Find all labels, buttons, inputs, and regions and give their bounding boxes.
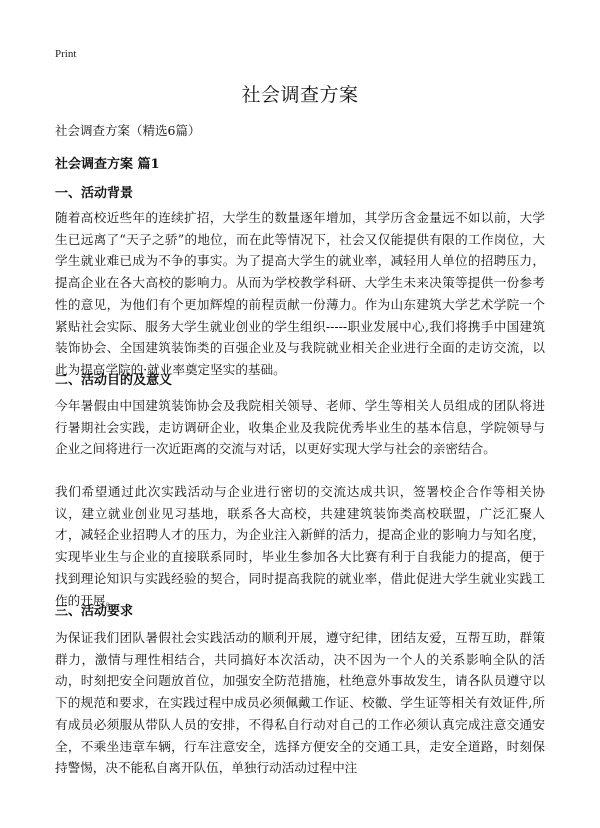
paragraph-requirements: 为保证我们团队暑假社会实践活动的顺利开展，遵守纪律，团结友爱，互帮互助，群策群力，激情与理性相结合，共同搞好本次活动，决不因为一个人的关系影响全队的活动，时刻把安全问题放首位，加强安全防范措施，杜绝意外事故发生，请各队员遵守以下的规范和要求，在实践过程中成员必须佩戴工作证、校徽、学生证等相关有效证件,所有成员必须服从带队人员的安排，不得私自行动对自己的工作必须认真完成注意交通安全，不乘坐违章车辆，行车注意安全，选择方便安全的交通工具，走安全道路，时刻保持警惕，决不能私自离开队伍，单独行动活动过程中注: [55, 630, 545, 776]
section-heading-requirements: 三、活动要求: [55, 604, 134, 619]
print-link[interactable]: Print: [55, 48, 77, 60]
paragraph-background: 随着高校近些年的连续扩招，大学生的数量逐年增加，其学历含金量远不如以前，大学生已远离了“天子之骄”的地位，而在此等情况下，社会又仅能提供有限的工作岗位，大学生就业难已成为不争的事实。为了提高大学生的就业率，减轻用人单位的招聘压力，提高企业在各大高校的影响力。从而为学校教学科研、大学生未来决策等提供一份参考性的意见，为他们有个更加辉煌的前程贡献一份薄力。作为山东建筑大学艺术学院一个紧贴社会实际、服务大学生就业创业的学生组织-----职业发展中心,我们将携手中国建筑装饰协会、全国建筑装饰类的百强企业及与我院就业相关企业进行全面的走访交流，以此为提高学院的·就业率奠定坚实的基础。: [55, 210, 545, 377]
document-subtitle: 社会调查方案（精选6篇）: [55, 123, 201, 138]
section-heading-background: 一、活动背景: [55, 186, 134, 201]
paragraph-purpose-2: 我们希望通过此次实践活动与企业进行密切的交流达成共识，签署校企合作等相关协议，建立就业创业见习基地，联系各大高校，共建建筑装饰类高校联盟，广泛汇聚人才，减轻企业招聘人才的压力，为企业注入新鲜的活力，提高企业的影响力与知名度，实现毕业生与企业的直接联系同时，毕业生参加各大比赛有利于自我能力的提高，便于找到理论知识与实践经验的契合，同时提高我院的就业率，借此促进大学生就业实践工作的开展。: [55, 484, 545, 608]
document-title: 社会调查方案: [241, 84, 359, 106]
article-title: 社会调查方案 篇1: [55, 157, 160, 172]
paragraph-purpose-1: 今年暑假由中国建筑装饰协会及我院相关领导、老师、学生等相关人员组成的团队将进行暑期社会实践，走访调研企业，收集企业及我院优秀毕业生的基本信息，学院领导与企业之间将进行一次近距离的交流与对话，以更好实现大学与社会的亲密结合。: [55, 398, 545, 457]
section-heading-purpose: 二、活动目的及意义: [55, 373, 173, 388]
